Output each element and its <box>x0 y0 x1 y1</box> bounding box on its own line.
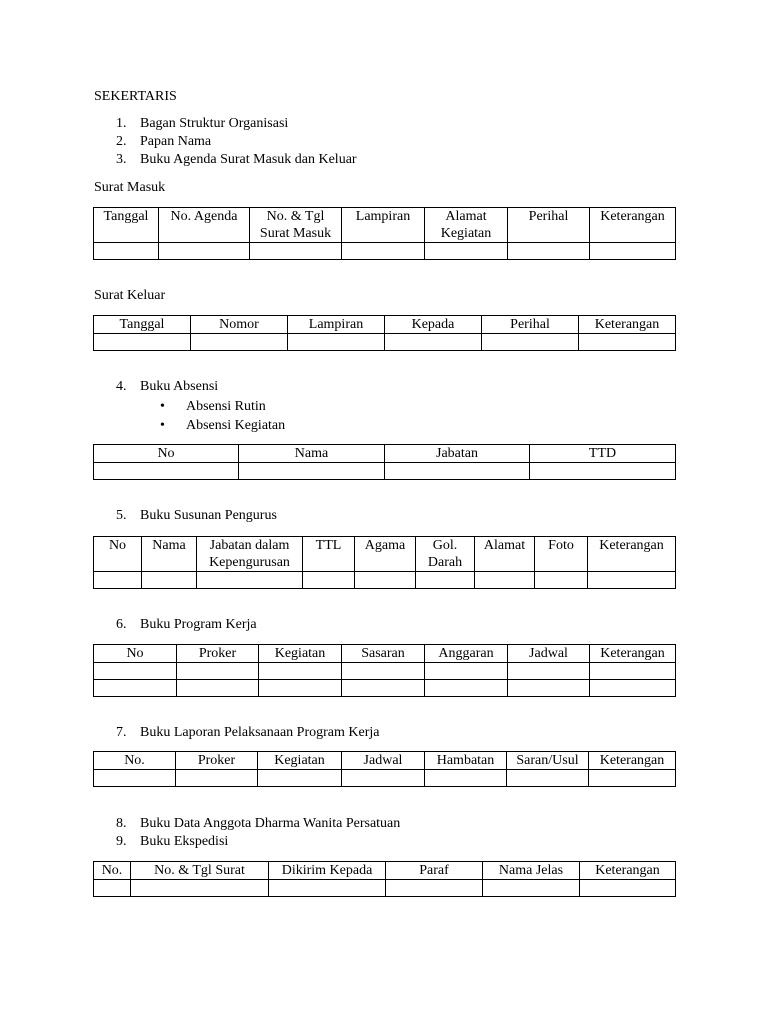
column-header: No <box>94 645 177 663</box>
table-cell[interactable] <box>259 663 342 680</box>
table-header-row <box>94 645 676 663</box>
table-header-row <box>94 316 676 334</box>
table-cell[interactable] <box>507 770 589 787</box>
table-cell[interactable] <box>94 680 177 697</box>
table-cell[interactable] <box>425 243 508 260</box>
table-cell[interactable] <box>475 572 535 589</box>
column-header: Nomor <box>191 316 288 334</box>
column-header: Nama <box>239 445 385 463</box>
table-cell[interactable] <box>385 463 530 480</box>
table-cell[interactable] <box>342 663 425 680</box>
list-number: 7. <box>116 725 127 740</box>
table-cell[interactable] <box>482 334 579 351</box>
column-header: Kegiatan <box>259 645 342 663</box>
table-cell[interactable] <box>250 243 342 260</box>
column-header: TTL <box>303 537 355 572</box>
table-cell[interactable] <box>191 334 288 351</box>
surat-keluar-label: Surat Keluar <box>94 288 166 303</box>
column-header: Sasaran <box>342 645 425 663</box>
table-header-row <box>94 208 676 243</box>
table-cell[interactable] <box>342 770 425 787</box>
column-header: Dikirim Kepada <box>269 862 386 880</box>
list-item-6 <box>116 616 257 634</box>
table-cell[interactable] <box>508 680 590 697</box>
column-header: Keterangan <box>588 537 676 572</box>
ekspedisi-table <box>93 861 676 897</box>
column-header: Hambatan <box>425 752 507 770</box>
list-item-5 <box>116 507 277 525</box>
bullet-text: Absensi Kegiatan <box>186 418 286 433</box>
column-header: TTD <box>530 445 676 463</box>
table-row <box>94 880 676 897</box>
list-text: Buku Program Kerja <box>140 617 257 632</box>
column-header: Jabatan dalam Kepengurusan <box>197 537 303 572</box>
column-header: Keterangan <box>590 645 676 663</box>
list-number: 8. <box>116 816 127 831</box>
bullet-text: Absensi Rutin <box>186 399 266 414</box>
bullet-item-absensi-kegiatan <box>160 417 285 435</box>
table-header-row <box>94 862 676 880</box>
table-cell[interactable] <box>535 572 588 589</box>
column-header: Perihal <box>508 208 590 243</box>
table-row <box>94 334 676 351</box>
list-item-9 <box>116 833 228 851</box>
list-text: Buku Absensi <box>140 379 219 394</box>
list-text: Buku Susunan Pengurus <box>140 508 277 523</box>
table-cell[interactable] <box>425 680 508 697</box>
column-header: Lampiran <box>288 316 385 334</box>
surat-keluar-table <box>93 315 676 351</box>
table-cell[interactable] <box>94 334 191 351</box>
table-cell[interactable] <box>589 770 676 787</box>
table-cell[interactable] <box>142 572 197 589</box>
table-cell[interactable] <box>177 680 259 697</box>
table-cell[interactable] <box>580 880 676 897</box>
bullet-item-absensi-rutin <box>160 398 266 416</box>
column-header: No. & Tgl Surat <box>131 862 269 880</box>
list-text: Buku Data Anggota Dharma Wanita Persatuan <box>140 816 401 831</box>
table-cell[interactable] <box>176 770 258 787</box>
table-cell[interactable] <box>530 463 676 480</box>
list-text: Buku Laporan Pelaksanaan Program Kerja <box>140 725 380 740</box>
table-row <box>94 663 676 680</box>
column-header: No. Agenda <box>159 208 250 243</box>
column-header: Jabatan <box>385 445 530 463</box>
table-header-row <box>94 752 676 770</box>
table-cell[interactable] <box>425 663 508 680</box>
susunan-pengurus-table <box>93 536 676 589</box>
column-header: Nama <box>142 537 197 572</box>
column-header: Alamat Kegiatan <box>425 208 508 243</box>
column-header: Alamat <box>475 537 535 572</box>
table-row <box>94 572 676 589</box>
table-cell[interactable] <box>590 243 676 260</box>
table-cell[interactable] <box>342 243 425 260</box>
list-number: 1. <box>116 116 127 131</box>
list-text: Bagan Struktur Organisasi <box>140 116 289 131</box>
column-header: Saran/Usul <box>507 752 589 770</box>
list-number: 2. <box>116 134 127 149</box>
list-item-3 <box>116 151 357 169</box>
absensi-table <box>93 444 676 480</box>
table-row <box>94 463 676 480</box>
column-header: Proker <box>176 752 258 770</box>
table-cell[interactable] <box>590 663 676 680</box>
table-cell[interactable] <box>258 770 342 787</box>
table-row <box>94 243 676 260</box>
list-number: 6. <box>116 617 127 632</box>
list-item-4 <box>116 378 218 396</box>
surat-masuk-table <box>93 207 676 260</box>
column-header: Proker <box>177 645 259 663</box>
table-cell[interactable] <box>94 770 176 787</box>
list-number: 9. <box>116 834 127 849</box>
bullet-icon: • <box>160 418 165 433</box>
column-header: Jadwal <box>342 752 425 770</box>
table-cell[interactable] <box>94 880 131 897</box>
table-cell[interactable] <box>425 770 507 787</box>
surat-masuk-label: Surat Masuk <box>94 180 166 195</box>
column-header: Keterangan <box>579 316 676 334</box>
bullet-icon: • <box>160 399 165 414</box>
program-kerja-table <box>93 644 676 697</box>
column-header: Anggaran <box>425 645 508 663</box>
column-header: Perihal <box>482 316 579 334</box>
table-cell[interactable] <box>386 880 483 897</box>
column-header: Keterangan <box>580 862 676 880</box>
column-header: No. <box>94 862 131 880</box>
column-header: Tanggal <box>94 316 191 334</box>
table-cell[interactable] <box>269 880 386 897</box>
column-header: Tanggal <box>94 208 159 243</box>
column-header: Paraf <box>386 862 483 880</box>
column-header: Kepada <box>385 316 482 334</box>
table-cell[interactable] <box>355 572 416 589</box>
column-header: Foto <box>535 537 588 572</box>
table-cell[interactable] <box>94 243 159 260</box>
column-header: Keterangan <box>589 752 676 770</box>
table-cell[interactable] <box>259 680 342 697</box>
table-cell[interactable] <box>94 463 239 480</box>
column-header: No <box>94 537 142 572</box>
table-cell[interactable] <box>342 680 425 697</box>
column-header: No <box>94 445 239 463</box>
list-item-1 <box>116 115 288 133</box>
column-header: Keterangan <box>590 208 676 243</box>
column-header: Kegiatan <box>258 752 342 770</box>
table-cell[interactable] <box>94 663 177 680</box>
table-cell[interactable] <box>385 334 482 351</box>
table-cell[interactable] <box>579 334 676 351</box>
list-number: 3. <box>116 152 127 167</box>
table-cell[interactable] <box>508 243 590 260</box>
list-number: 5. <box>116 508 127 523</box>
column-header: No. <box>94 752 176 770</box>
table-header-row <box>94 445 676 463</box>
list-item-8 <box>116 815 400 833</box>
column-header: No. & Tgl Surat Masuk <box>250 208 342 243</box>
table-cell[interactable] <box>416 572 475 589</box>
column-header: Agama <box>355 537 416 572</box>
table-cell[interactable] <box>303 572 355 589</box>
list-item-7 <box>116 724 379 742</box>
table-cell[interactable] <box>159 243 250 260</box>
list-item-2 <box>116 133 211 151</box>
table-cell[interactable] <box>177 663 259 680</box>
table-cell[interactable] <box>483 880 580 897</box>
table-header-row <box>94 537 676 572</box>
table-cell[interactable] <box>239 463 385 480</box>
table-row <box>94 770 676 787</box>
list-text: Papan Nama <box>140 134 212 149</box>
table-cell[interactable] <box>94 572 142 589</box>
laporan-pelaksanaan-table <box>93 751 676 787</box>
list-text: Buku Agenda Surat Masuk dan Keluar <box>140 152 357 167</box>
table-row <box>94 680 676 697</box>
table-cell[interactable] <box>131 880 269 897</box>
table-cell[interactable] <box>508 663 590 680</box>
column-header: Nama Jelas <box>483 862 580 880</box>
list-text: Buku Ekspedisi <box>140 834 229 849</box>
column-header: Gol. Darah <box>416 537 475 572</box>
table-cell[interactable] <box>590 680 676 697</box>
column-header: Lampiran <box>342 208 425 243</box>
list-number: 4. <box>116 379 127 394</box>
table-cell[interactable] <box>288 334 385 351</box>
table-cell[interactable] <box>588 572 676 589</box>
column-header: Jadwal <box>508 645 590 663</box>
page-title: SEKERTARIS <box>94 89 177 104</box>
table-cell[interactable] <box>197 572 303 589</box>
